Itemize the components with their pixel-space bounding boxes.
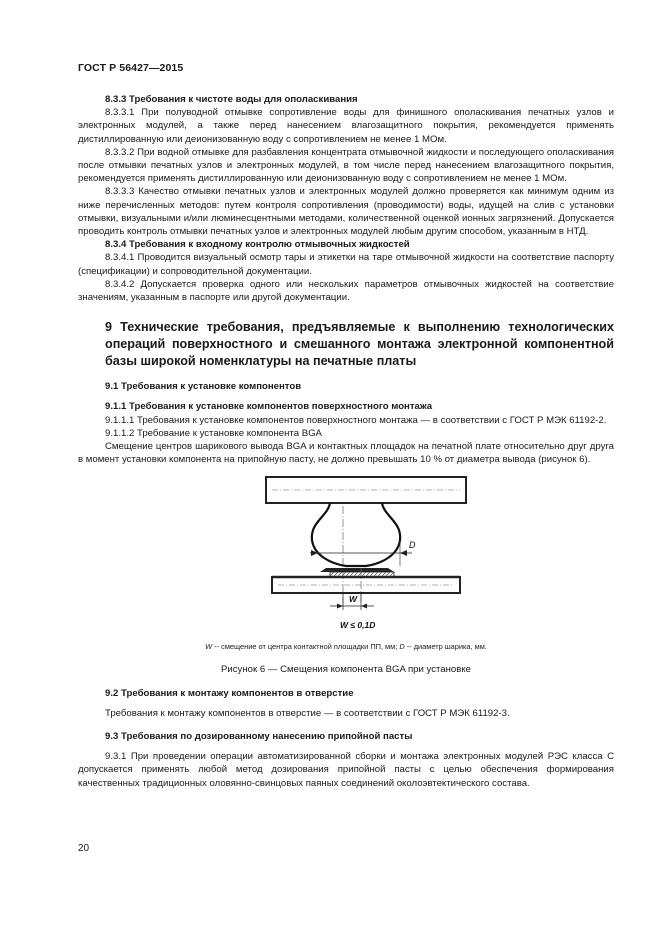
section-9-title: 9 Технические требования, предъявляемые к выполнению технологических операций поверхностного и смешанного монтажа электронной компонентной базы широкой номенклатуры на печатные платы (105, 320, 614, 369)
legend-d-symbol: D (399, 642, 405, 652)
document-header: ГОСТ Р 56427—2015 (78, 62, 184, 74)
figure-legend (78, 642, 614, 652)
paragraph-9-1-1-1: 9.1.1.1 Требования к установке компонентов поверхностного монтажа — в соответствии с ГОСТ Р МЭК 61192-2. (105, 414, 607, 426)
offset-label: W (349, 594, 358, 605)
heading-9-3: 9.3 Требования по дозированному нанесению припойной пасты (105, 731, 413, 743)
paragraph-9-3-1: 9.3.1 При проведении операции автоматизированной сборки и монтажа электронных модулей РЭС класса С допускается применять любой метод дозирования припойной пасты с целью обеспечения формирования качественных традиционных оловянно-свинцовых паяных соединений околоэвтектического состава. (78, 751, 614, 789)
heading-9-1: 9.1 Требования к установке компонентов (105, 381, 302, 393)
paragraph-8-3-4-2: 8.3.4.2 Допускается проверка одного или нескольких параметров отмывочных жидкостей на соответствие значениям, указанным в паспорте или другой документации. (78, 278, 614, 304)
heading-9-2: 9.2 Требования к монтажу компонентов в отверстие (105, 687, 354, 699)
page-number: 20 (78, 843, 90, 854)
solder-ball (312, 503, 400, 566)
solder-paste (320, 568, 394, 572)
paragraph-8-3-3-1: 8.3.3.1 При полуводной отмывке сопротивление воды для финишного ополаскивания печатных узлов и электронных модулей, а также перед нанесением влагозащитного покрытия, рекомендуется применять дистиллированную или деионизованную воду с сопротивлением не менее 1 МОм. (78, 107, 614, 145)
paragraph-8-3-4-1: 8.3.4.1 Проводится визуальный осмотр тары и этикетки на таре отмывочной жидкости на соответствие паспорту (спецификации) и сопроводительной документации. (78, 252, 614, 277)
heading-8-3-4: 8.3.4 Требования к входному контролю отмывочных жидкостей (105, 239, 410, 251)
bga-diagram (78, 476, 614, 636)
figure-caption: Рисунок 6 — Смещения компонента BGA при установке (220, 664, 472, 676)
heading-9-1-1: 9.1.1 Требования к установке компонентов поверхностного монтажа (105, 401, 433, 413)
paragraph-8-3-3-3: 8.3.3.3 Качество отмывки печатных узлов и электронных модулей должно проверяется как минимум одним из ниже перечисленных методов: путем контроля сопротивления (проводимости) воды, идущей на слив с установки отмывки, визуальными и/или люминесцентными методами, количественной оценкой ионных загрязнений. Допускается проводить контроль отмывки печатных узлов и электронных модулей любым другим способом, указанным в НТД. (78, 186, 614, 238)
diameter-label: D (409, 540, 416, 551)
legend-w-symbol: W (205, 642, 213, 652)
paragraph-8-3-3-2: 8.3.3.2 При водной отмывке для разбавления концентрата отмывочной жидкости и последующего ополаскивания после отмывки печатных узлов и электронных модулей, в том числе перед нанесением влагозащитного покрытия, рекомендуется применять дистиллированную или деионизованную воду с сопротивлением не менее 1 МОм. (78, 146, 614, 185)
paragraph-bga-offset: Смещение центров шарикового вывода BGA и контактных площадок на печатной плате относительно друг друга в момент установки компонента на припойную пасту, не должно превышать 10 % от диаметра вывода (рисунок 6). (78, 441, 614, 466)
paragraph-9-2: Требования к монтажу компонентов в отверстие — в соответствии с ГОСТ Р МЭК 61192-3. (105, 707, 510, 719)
paragraph-9-1-1-2: 9.1.1.2 Требование к установке компонента BGA (105, 427, 322, 439)
contact-pad (330, 572, 394, 577)
page-content (78, 93, 614, 790)
legend-d-text: -- диаметр шарика, мм. (404, 642, 487, 652)
legend-w-text: -- смещение от центра контактной площадки ПП, мм; (212, 642, 400, 652)
heading-8-3-3: 8.3.3 Требования к чистоте воды для ополаскивания (105, 94, 358, 105)
bga-figure (78, 476, 614, 636)
tolerance-formula: W ≤ 0,1D (340, 620, 376, 631)
